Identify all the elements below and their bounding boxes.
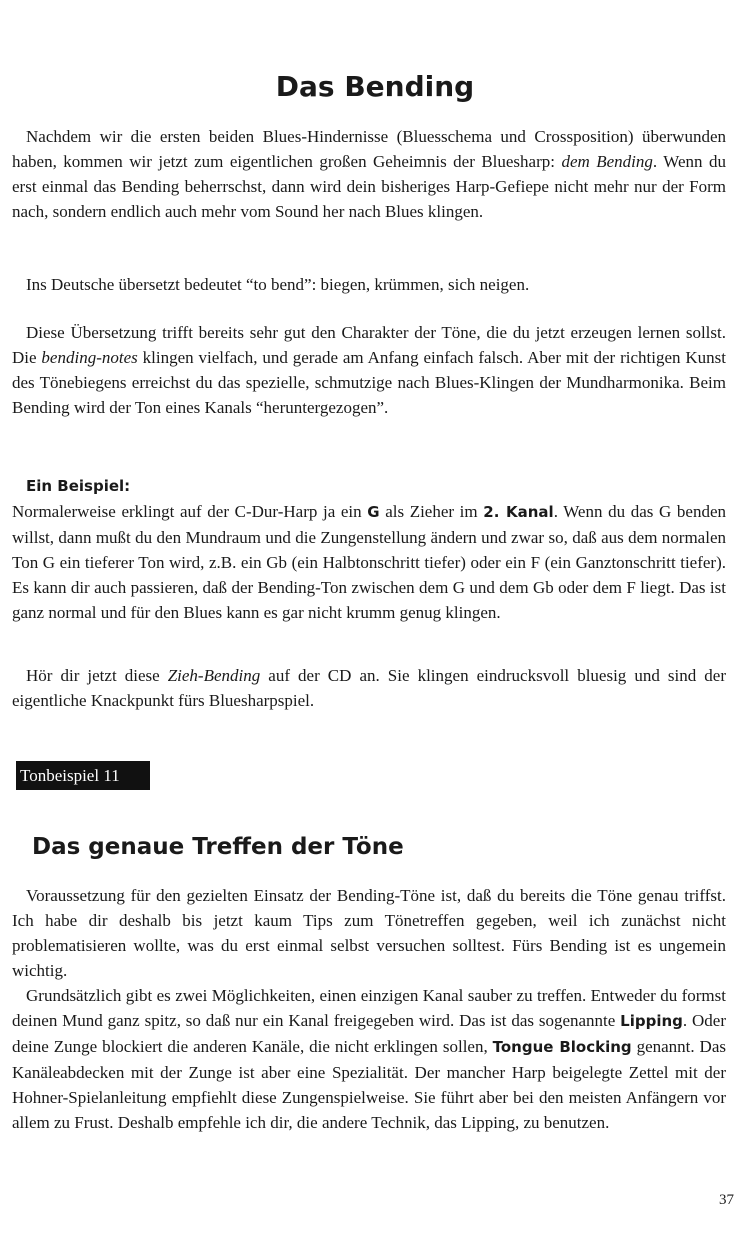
- audio-example-label: Tonbeispiel 11: [16, 761, 150, 790]
- bold-term: Tongue Blocking: [492, 1038, 632, 1056]
- paragraph-cd: [12, 663, 726, 713]
- paragraph-intro: [12, 124, 726, 224]
- example-section: [12, 474, 726, 625]
- text: Grundsätzlich gibt es zwei Möglichkeiten, einen einzigen Kanal sauber zu treffen. Entweder du formst deinen Mund ganz spitz, so daß nur ein Kanal freigegeben wird. Das ist das sogenannte: [12, 986, 726, 1030]
- text: Normalerweise erklingt auf der C-Dur-Harp ja ein: [12, 502, 368, 521]
- bold-term: G: [367, 503, 380, 521]
- page-title: Das Bending: [275, 70, 475, 103]
- text: Hör dir jetzt diese: [26, 666, 168, 685]
- text: Nachdem wir die ersten beiden Blues-Hindernisse (Bluesschema und Crossposition) überwunden haben, kommen wir jetzt zum eigentlichen großen Geheimnis der Bluesharp:: [12, 127, 726, 171]
- text: genannt. Das Kanäleabdecken mit der Zunge ist aber eine Spezialität. Der mancher Harp beigelegte Zettel mit der Hohner-Spielanleitung empfiehlt diese Zungenspielweise. Sie führt aber bei den meisten Anfängern vor allem zu Frust. Deshalb empfehle ich dir, die andere Technik, das Lipping, zu benutzen.: [12, 1037, 726, 1132]
- paragraph-character: [12, 320, 726, 420]
- text: Diese Übersetzung trifft bereits sehr gut den Charakter der Töne, die du jetzt erzeugen lernen sollst. Die: [12, 323, 726, 367]
- text: auf der CD an. Sie klingen eindrucksvoll bluesig und sind der eigentliche Knackpunkt fürs Bluesharpspiel.: [12, 666, 726, 710]
- bold-term: Lipping: [620, 1012, 683, 1030]
- text: . Wenn du das G benden willst, dann mußt du den Mundraum und die Zungenstellung ändern und zwar so, daß aus dem normalen Ton G ein tieferer Ton wird, z.B. ein Gb (ein Halbtonschritt tiefer) oder ein F (ein Ganztonschritt tiefer). Es kann dir auch passieren, daß der Bending-Ton zwischen dem G und dem Gb oder dem F liegt. Das ist ganz normal und für den Blues kann es gar nicht krumm genug klingen.: [12, 502, 726, 622]
- text: . Oder deine Zunge blockiert die anderen Kanäle, die nicht erklingen sollen,: [12, 1011, 726, 1056]
- emphasis: Zieh-Bending: [167, 666, 261, 685]
- emphasis: dem Bending: [561, 152, 653, 171]
- example-heading: Ein Beispiel:: [26, 477, 131, 495]
- page-number: 37: [719, 1192, 734, 1208]
- paragraph-translation: Ins Deutsche übersetzt bedeutet “to bend”: biegen, krümmen, sich neigen.: [26, 275, 530, 294]
- paragraph-techniques: [12, 983, 726, 1135]
- text: als Zieher im: [379, 502, 484, 521]
- text: klingen vielfach, und gerade am Anfang einfach falsch. Aber mit der richtigen Kunst des Tönebiegens erreichst du das spezielle, schmutzige nach Blues-Klingen der Mundharmonika. Beim Bending wird der Ton eines Kanals “heruntergezogen”.: [12, 348, 726, 417]
- example-text: [12, 499, 726, 625]
- bold-term: 2. Kanal: [483, 503, 554, 521]
- text: . Wenn du erst einmal das Bending beherrschst, dann wird dein bisheriges Harp-Gefiepe nicht mehr nur der Form nach, sondern endlich auch mehr vom Sound her nach Blues klingen.: [12, 152, 726, 221]
- paragraph-prerequisite: Voraussetzung für den gezielten Einsatz der Bending-Töne ist, daß du bereits die Töne genau triffst. Ich habe dir deshalb bis jetzt kaum Tips zum Tönetreffen gegeben, weil ich zunächst nicht problematisieren wollte, was du erst einmal selbst versuchen solltest. Fürs Bending ist es ungemein wichtig.: [12, 886, 726, 980]
- section-heading: Das genaue Treffen der Töne: [32, 834, 404, 860]
- emphasis: bending-notes: [41, 348, 138, 367]
